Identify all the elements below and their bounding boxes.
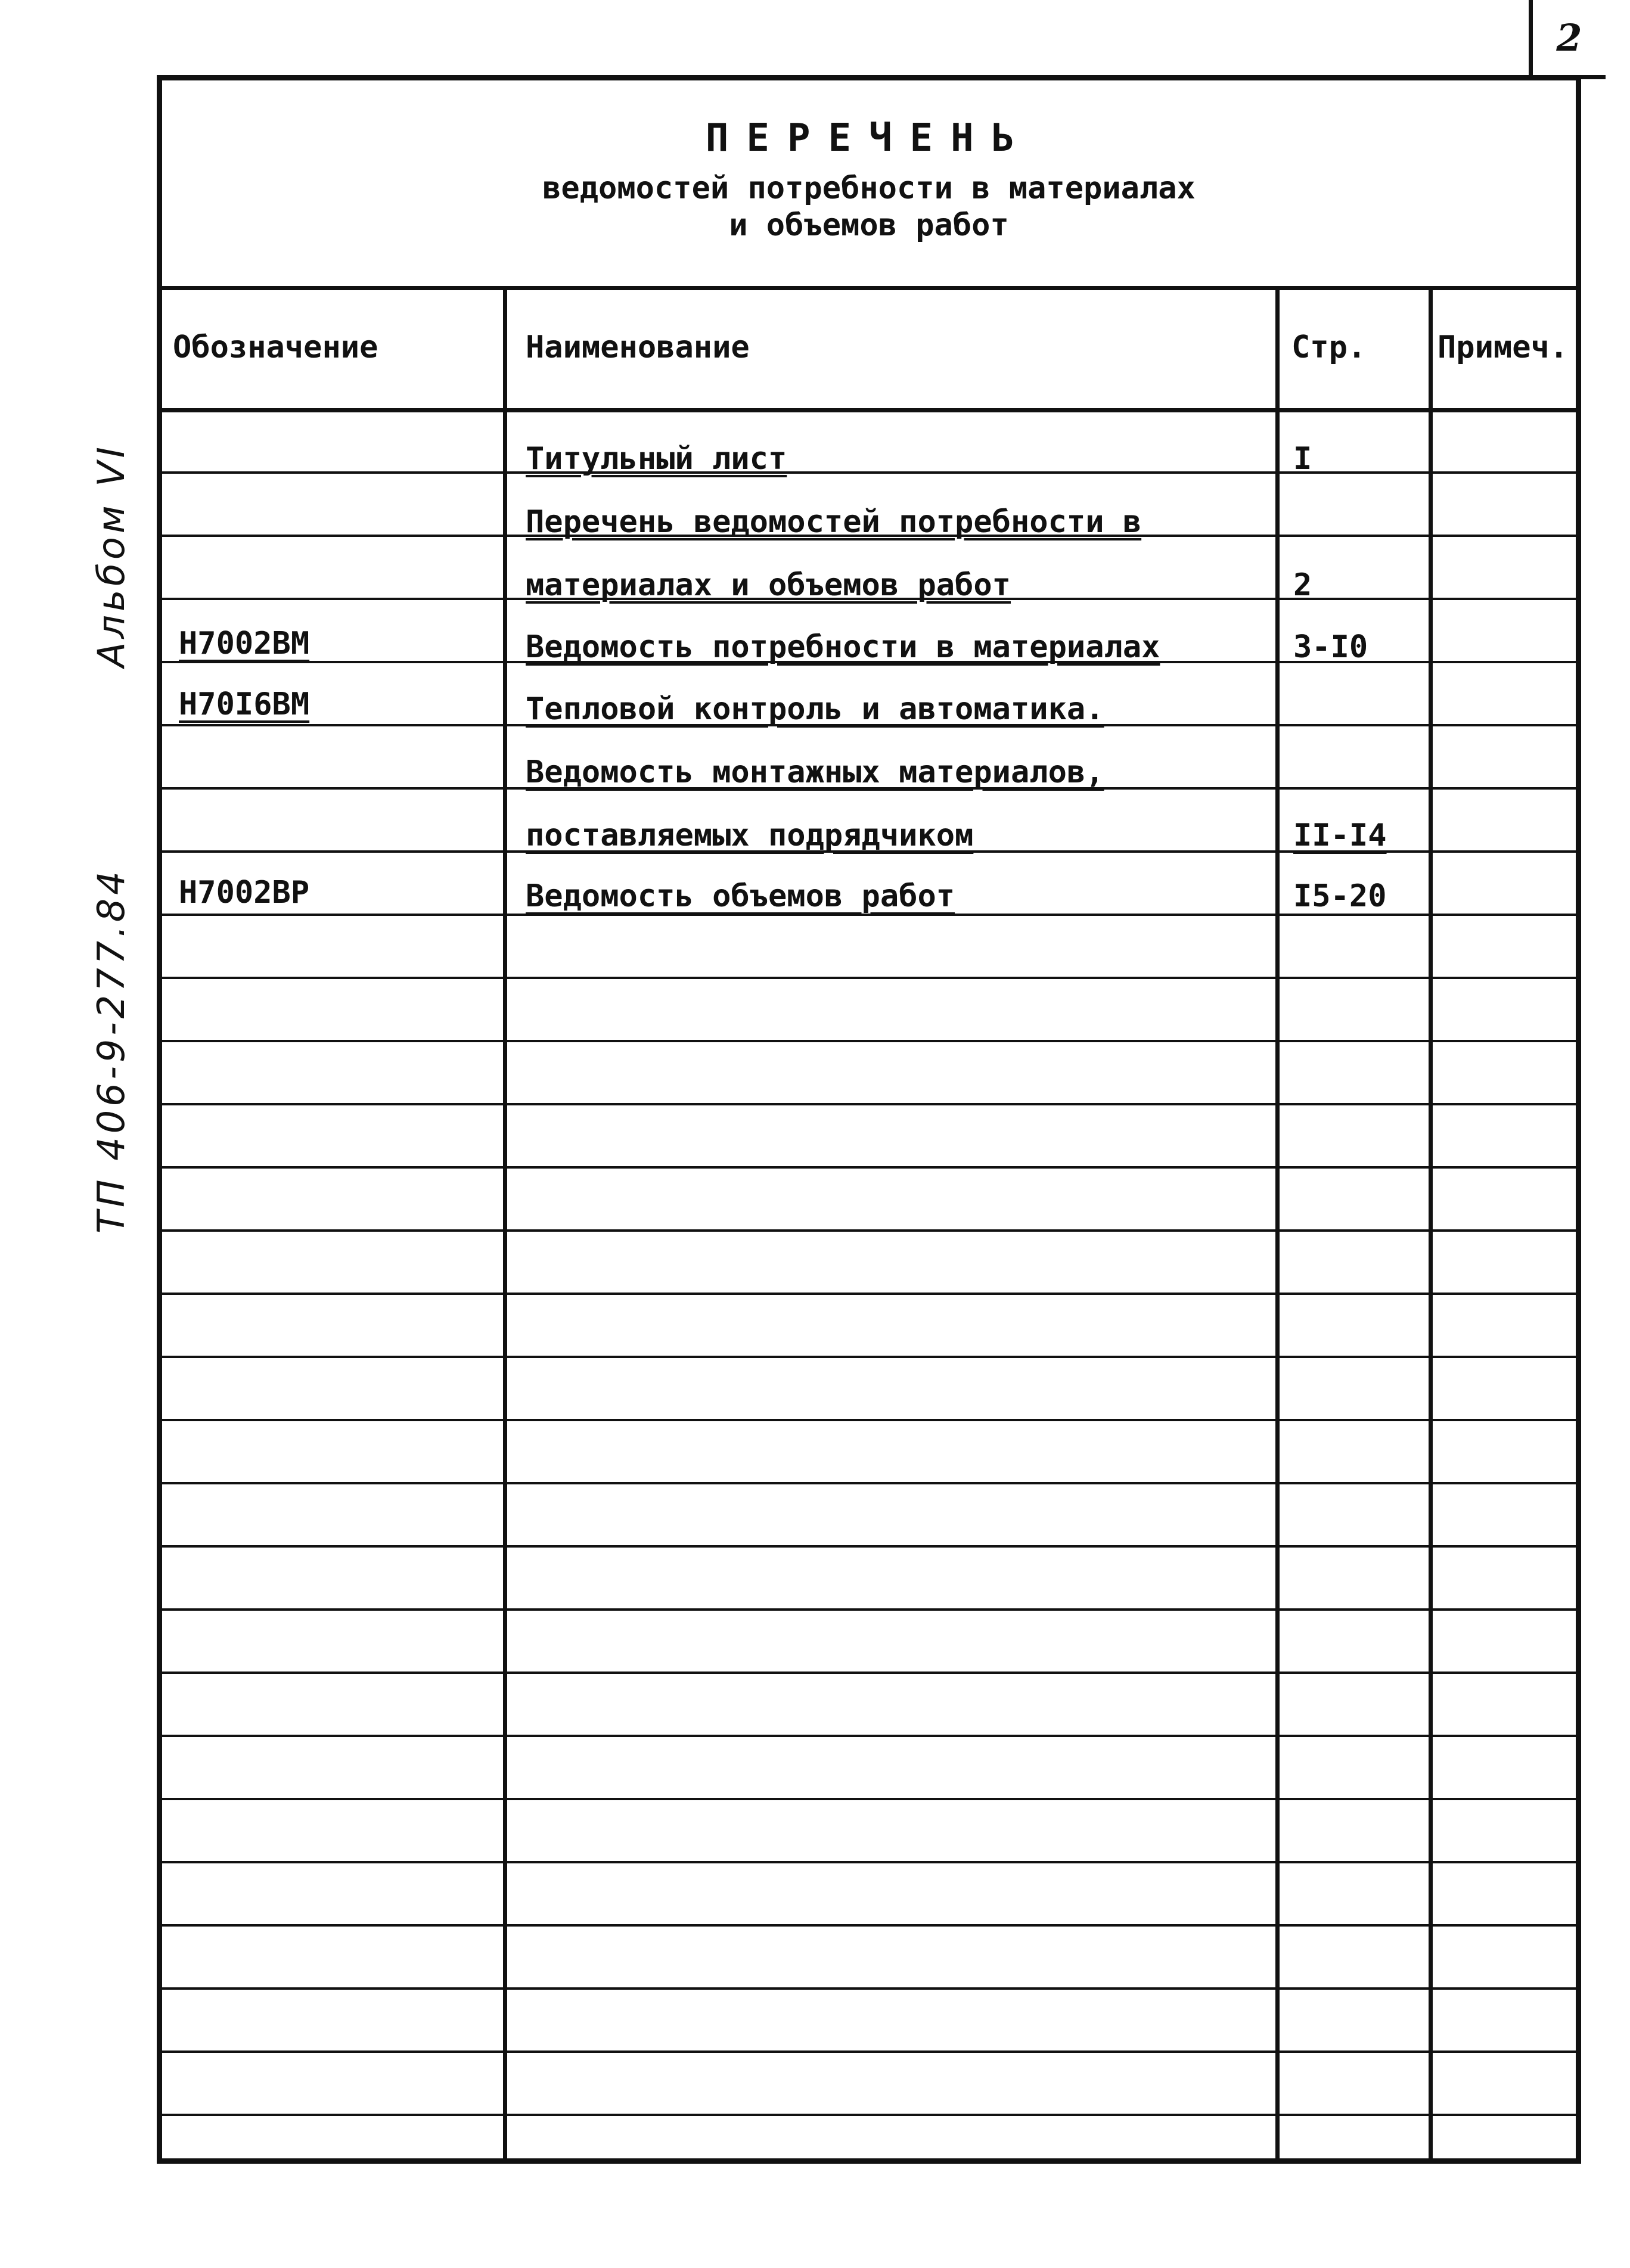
column-header-name: Наименование: [526, 329, 750, 365]
row-7-designation: Н7002ВР: [179, 875, 310, 911]
document-code-label: ТП 406-9-277.84: [89, 868, 133, 1234]
album-label: Альбом VI: [89, 443, 133, 667]
row-1-name: Перечень ведомостей потребности в: [526, 504, 1142, 540]
row-0-name: Титульный лист: [526, 441, 787, 477]
row-rule: [162, 1987, 1576, 1990]
row-rule: [162, 1482, 1576, 1484]
row-7-page: I5-20: [1293, 878, 1387, 914]
row-7-name: Ведомость объемов работ: [526, 878, 955, 914]
row-6-name: поставляемых подрядчиком: [526, 818, 974, 853]
row-rule: [162, 1608, 1576, 1611]
row-rule: [162, 1040, 1576, 1042]
column-divider: [1275, 286, 1280, 2158]
row-rule: [162, 2050, 1576, 2053]
row-2-name: материалах и объемов работ: [526, 567, 1011, 603]
column-header-designation: Обозначение: [173, 329, 378, 365]
header-divider: [162, 408, 1576, 412]
row-rule: [162, 1672, 1576, 1674]
document-frame: [157, 75, 1581, 2164]
row-5-name: Ведомость монтажных материалов,: [526, 754, 1104, 790]
row-3-designation: Н7002ВМ: [179, 626, 310, 661]
row-rule: [162, 1419, 1576, 1421]
column-divider: [1429, 286, 1433, 2158]
row-rule: [162, 1861, 1576, 1863]
column-header-note: Примеч.: [1437, 329, 1569, 365]
row-0-page: I: [1293, 441, 1312, 477]
row-rule: [162, 977, 1576, 979]
row-rule: [162, 1229, 1576, 1232]
subtitle-line-2: и объемов работ: [729, 207, 1009, 243]
row-rule: [162, 1545, 1576, 1548]
column-header-page: Стр.: [1291, 329, 1367, 365]
page-subtitle: [162, 170, 1576, 244]
row-rule: [162, 2114, 1576, 2116]
page-number: 2: [1529, 0, 1606, 79]
row-rule: [162, 1166, 1576, 1169]
row-6-page: II-I4: [1293, 818, 1387, 853]
header-box: [162, 80, 1576, 290]
row-4-designation: Н70I6ВМ: [179, 686, 310, 722]
row-rule: [162, 1924, 1576, 1927]
row-4-name: Тепловой контроль и автоматика.: [526, 691, 1104, 727]
row-rule: [162, 1735, 1576, 1737]
row-3-page: 3-I0: [1293, 629, 1368, 665]
row-2-page: 2: [1293, 567, 1312, 603]
row-rule: [162, 1103, 1576, 1105]
page-title: ПЕРЕЧЕНЬ: [705, 116, 1033, 160]
row-rule: [162, 1356, 1576, 1358]
row-3-name: Ведомость потребности в материалах: [526, 629, 1160, 665]
column-divider: [503, 286, 507, 2158]
row-rule: [162, 1293, 1576, 1295]
subtitle-line-1: ведомостей потребности в материалах: [542, 170, 1196, 206]
row-rule: [162, 471, 1576, 474]
row-rule: [162, 1798, 1576, 1800]
